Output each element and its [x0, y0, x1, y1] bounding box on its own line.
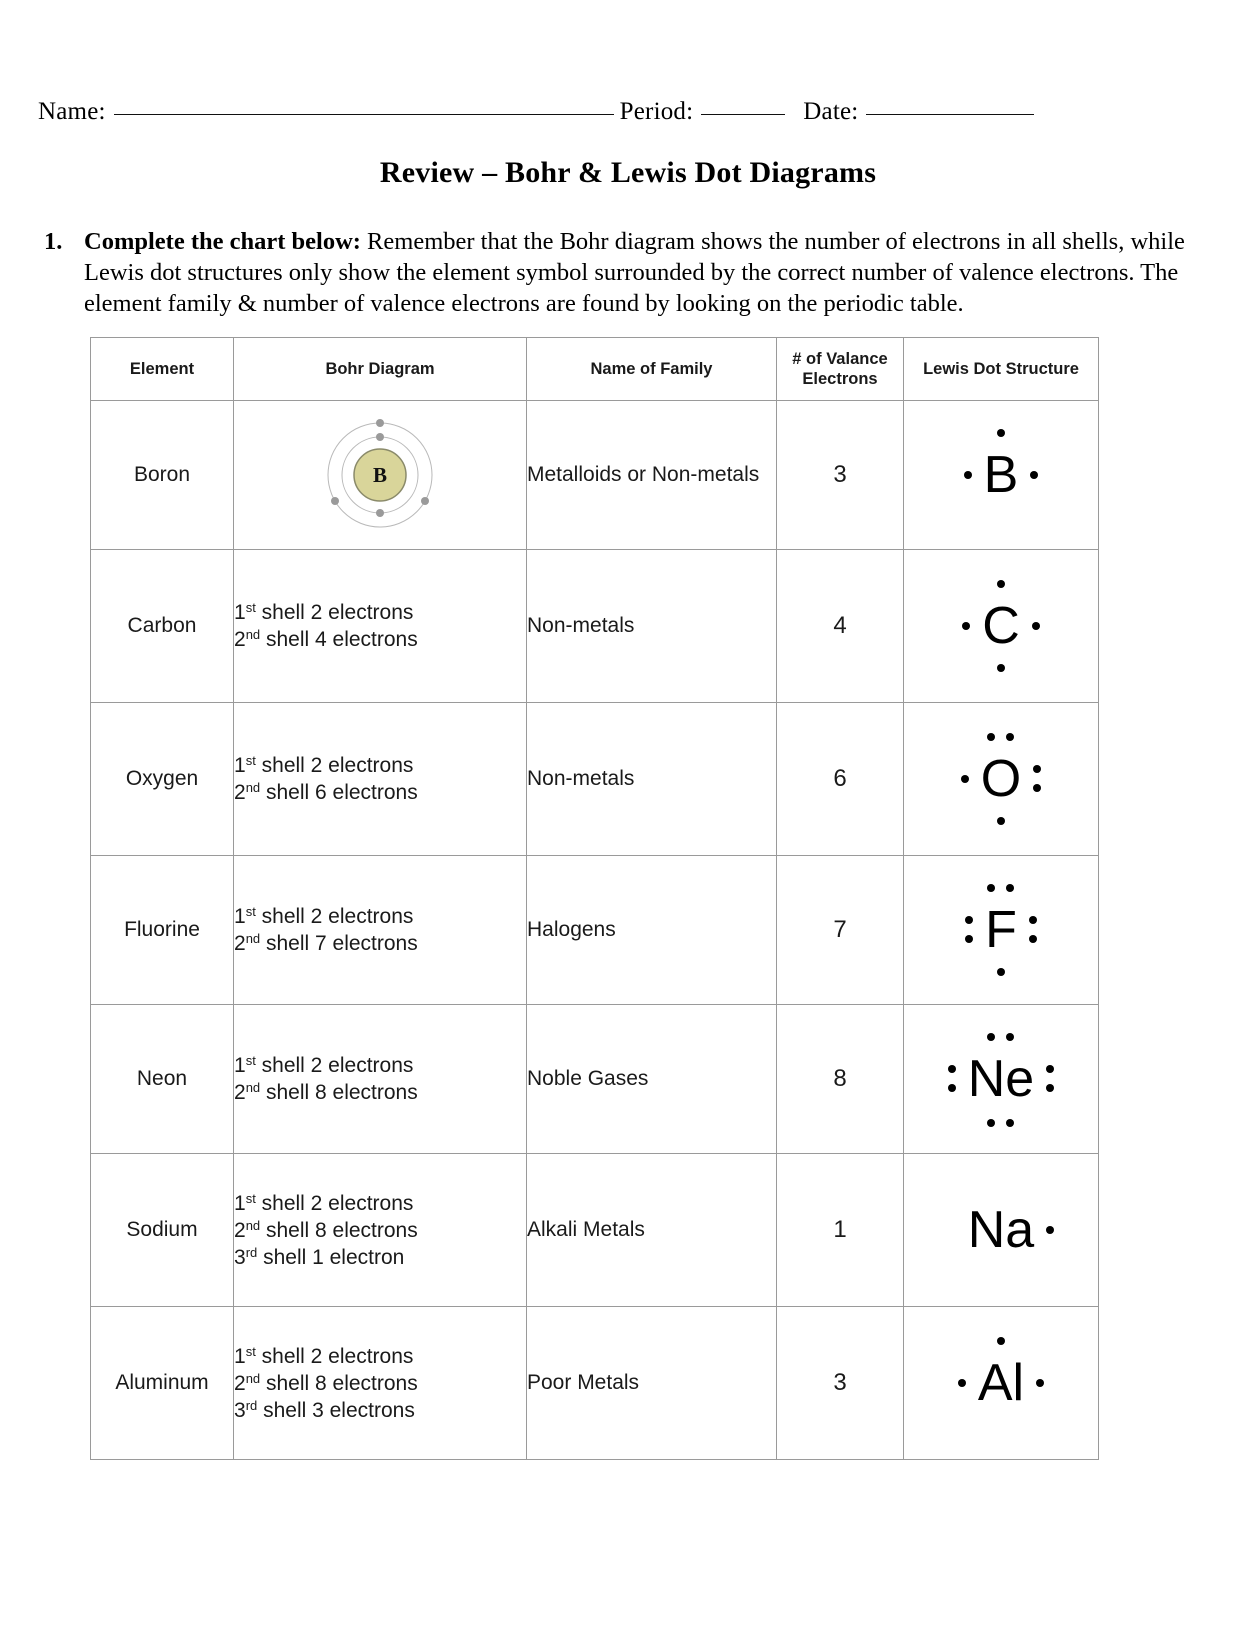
- cell-valence-count: 1: [777, 1154, 904, 1307]
- lewis-element-symbol: O: [980, 750, 1022, 808]
- lewis-element-symbol: Al: [977, 1354, 1025, 1412]
- lewis-dot-structure: [979, 750, 1023, 808]
- lewis-element-symbol: C: [982, 597, 1020, 655]
- ordinal-suffix: nd: [245, 1217, 261, 1233]
- shell-line: 1st shell 2 electrons: [234, 1053, 414, 1077]
- valence-electron-dot: [997, 1337, 1005, 1345]
- instruction-number: 1.: [44, 228, 63, 255]
- cell-family-name: Alkali Metals: [527, 1154, 777, 1307]
- period-blank[interactable]: [701, 113, 785, 115]
- cell-family-name: Non-metals: [527, 550, 777, 703]
- shell-line: 2nd shell 8 electrons: [234, 1370, 418, 1395]
- cell-lewis-structure: [904, 1307, 1099, 1460]
- lewis-dot-structure: [980, 597, 1022, 655]
- cell-lewis-structure: [904, 1154, 1099, 1307]
- ordinal-suffix: nd: [245, 931, 261, 946]
- cell-valence-count: 3: [777, 401, 904, 550]
- bohr-diagram-svg: [315, 410, 445, 540]
- header-valence-electrons: [777, 338, 904, 401]
- table-row: [91, 1154, 1099, 1307]
- valence-electron-dot: [964, 471, 972, 479]
- bohr-lewis-chart: [90, 337, 1099, 1460]
- valence-electron-dot: [1006, 733, 1014, 741]
- table-row: [91, 1005, 1099, 1154]
- instruction-block: [44, 226, 1204, 319]
- ordinal-suffix: rd: [245, 1244, 258, 1260]
- period-label: Period:: [619, 98, 694, 125]
- valence-electron-dot: [1006, 1033, 1014, 1041]
- page-title: Review – Bohr & Lewis Dot Diagrams: [379, 156, 877, 189]
- valence-electron-dot: [997, 429, 1005, 437]
- ordinal-suffix: nd: [245, 627, 261, 642]
- cell-valence-count: 8: [777, 1005, 904, 1154]
- valence-electron-dot: [987, 733, 995, 741]
- lewis-dot-structure: [976, 1354, 1026, 1412]
- cell-lewis-structure: [904, 401, 1099, 550]
- lewis-element-symbol: B: [983, 446, 1019, 504]
- table-row: [91, 703, 1099, 856]
- valence-electron-dot: [961, 775, 969, 783]
- valence-electron-dot: [1032, 622, 1040, 630]
- cell-valence-count: 6: [777, 703, 904, 856]
- valence-electron-dot: [1006, 1119, 1014, 1127]
- cell-valence-count: 7: [777, 856, 904, 1005]
- cell-element-name: Aluminum: [91, 1307, 234, 1460]
- instruction-lead: Complete the chart below:: [84, 228, 361, 255]
- valence-electron-dot: [965, 935, 973, 943]
- instruction-text: Remember that the Bohr diagram shows the number of electrons in all shells, while Lewis dot structures only show the element symbol surrounded by the correct number of valence electrons. The element family & number of valence electrons are found by looking on the periodic table.: [84, 228, 1185, 317]
- valence-electron-dot: [1046, 1084, 1054, 1092]
- shell-line: 2nd shell 4 electrons: [234, 627, 418, 651]
- cell-element-name: Fluorine: [91, 856, 234, 1005]
- cell-bohr-diagram: [234, 401, 527, 550]
- valence-electron-dot: [958, 1379, 966, 1387]
- cell-bohr-diagram: [234, 1005, 527, 1154]
- valence-electron-dot: [1029, 916, 1037, 924]
- cell-bohr-diagram: [234, 1154, 527, 1307]
- cell-family-name: Halogens: [527, 856, 777, 1005]
- ordinal-suffix: st: [245, 1343, 256, 1359]
- header-valence-line1: # of Valance: [792, 350, 888, 368]
- valence-electron-dot: [1033, 784, 1041, 792]
- table-header-row: [91, 338, 1099, 401]
- shell-line: 1st shell 2 electrons: [234, 753, 414, 777]
- lewis-element-symbol: Ne: [967, 1050, 1035, 1108]
- table-row: [91, 856, 1099, 1005]
- cell-lewis-structure: [904, 856, 1099, 1005]
- cell-element-name: Carbon: [91, 550, 234, 703]
- valence-electron-dot: [1036, 1379, 1044, 1387]
- ordinal-suffix: st: [245, 753, 256, 768]
- name-blank[interactable]: [114, 113, 614, 115]
- valence-electron-dot: [997, 664, 1005, 672]
- cell-family-name: Noble Gases: [527, 1005, 777, 1154]
- cell-bohr-diagram: [234, 1307, 527, 1460]
- ordinal-suffix: st: [245, 1190, 256, 1206]
- shell-line: 2nd shell 7 electrons: [234, 931, 418, 955]
- ordinal-suffix: rd: [245, 1397, 258, 1413]
- ordinal-suffix: nd: [245, 1080, 261, 1095]
- cell-family-name: Poor Metals: [527, 1307, 777, 1460]
- date-label: Date:: [803, 98, 859, 125]
- valence-electron-dot: [1006, 884, 1014, 892]
- shell-line: 2nd shell 8 electrons: [234, 1080, 418, 1104]
- header-lewis-dot-structure: Lewis Dot Structure: [904, 338, 1099, 401]
- valence-electron-dot: [1030, 471, 1038, 479]
- bohr-diagram-wrap: [234, 410, 526, 540]
- valence-electron-dot: [997, 968, 1005, 976]
- cell-bohr-diagram: [234, 703, 527, 856]
- instruction-body: [84, 226, 1204, 319]
- cell-lewis-structure: [904, 1005, 1099, 1154]
- ordinal-suffix: nd: [245, 1370, 261, 1386]
- shell-line: 2nd shell 8 electrons: [234, 1217, 418, 1242]
- lewis-dot-structure: [966, 1050, 1036, 1108]
- cell-lewis-structure: [904, 550, 1099, 703]
- valence-electron-dot: [987, 1119, 995, 1127]
- valence-electron-dot: [1029, 935, 1037, 943]
- shell-line: 1st shell 2 electrons: [234, 1190, 414, 1215]
- ordinal-suffix: st: [245, 600, 256, 615]
- lewis-element-symbol: Na: [967, 1201, 1035, 1259]
- lewis-dot-structure: [983, 901, 1019, 959]
- cell-valence-count: 3: [777, 1307, 904, 1460]
- student-info-line: [38, 98, 1048, 126]
- header-valence-line2: Electrons: [802, 370, 878, 388]
- cell-lewis-structure: [904, 703, 1099, 856]
- header-element: Element: [91, 338, 234, 401]
- svg-text:B: B: [372, 463, 388, 487]
- name-label: Name:: [38, 98, 106, 125]
- cell-family-name: Metalloids or Non-metals: [527, 401, 777, 550]
- lewis-element-symbol: F: [985, 901, 1017, 959]
- shell-line: 3rd shell 3 electrons: [234, 1397, 415, 1422]
- valence-electron-dot: [1033, 765, 1041, 773]
- cell-element-name: Boron: [91, 401, 234, 550]
- valence-electron-dot: [1046, 1065, 1054, 1073]
- header-name-of-family: Name of Family: [527, 338, 777, 401]
- cell-bohr-diagram: [234, 856, 527, 1005]
- ordinal-suffix: st: [245, 904, 256, 919]
- cell-valence-count: 4: [777, 550, 904, 703]
- valence-electron-dot: [997, 817, 1005, 825]
- cell-bohr-diagram: [234, 550, 527, 703]
- lewis-dot-structure: [966, 1201, 1036, 1259]
- valence-electron-dot: [962, 622, 970, 630]
- ordinal-suffix: st: [245, 1053, 256, 1068]
- valence-electron-dot: [987, 884, 995, 892]
- shell-line: 1st shell 2 electrons: [234, 904, 414, 928]
- cell-element-name: Oxygen: [91, 703, 234, 856]
- valence-electron-dot: [948, 1084, 956, 1092]
- table-row: [91, 550, 1099, 703]
- valence-electron-dot: [948, 1065, 956, 1073]
- valence-electron-dot: [1046, 1226, 1054, 1234]
- header-bohr-diagram: Bohr Diagram: [234, 338, 527, 401]
- shell-line: 1st shell 2 electrons: [234, 1343, 414, 1368]
- table-row: [91, 401, 1099, 550]
- date-blank[interactable]: [866, 113, 1034, 115]
- valence-electron-dot: [997, 580, 1005, 588]
- cell-family-name: Non-metals: [527, 703, 777, 856]
- shell-line: 2nd shell 6 electrons: [234, 780, 418, 804]
- valence-electron-dot: [987, 1033, 995, 1041]
- cell-element-name: Sodium: [91, 1154, 234, 1307]
- table-row: [91, 1307, 1099, 1460]
- shell-line: 1st shell 2 electrons: [234, 600, 414, 624]
- table-body: [91, 401, 1099, 1460]
- ordinal-suffix: nd: [245, 780, 261, 795]
- cell-element-name: Neon: [91, 1005, 234, 1154]
- shell-line: 3rd shell 1 electron: [234, 1244, 405, 1269]
- valence-electron-dot: [965, 916, 973, 924]
- lewis-dot-structure: [982, 446, 1021, 504]
